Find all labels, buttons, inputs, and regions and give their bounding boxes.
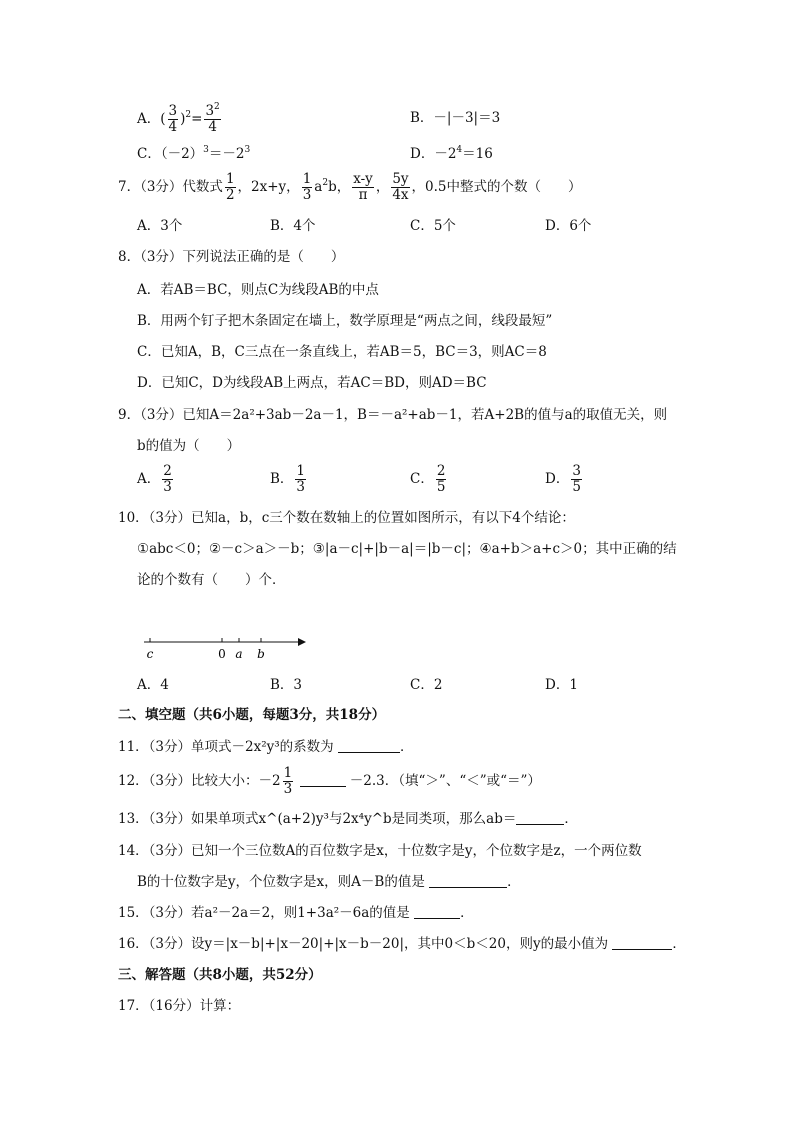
question-14-line1: 14．（3分）已知一个三位数A的百位数字是x，十位数字是y，个位数字是z，一个两位数 [118, 843, 642, 859]
label-b: b [257, 647, 265, 661]
q14-blank[interactable] [429, 874, 507, 888]
q8-option-d: D．已知C，D为线段AB上两点，若AC＝BD，则AD＝BC [137, 375, 487, 391]
number-line-figure [140, 632, 310, 664]
q8-option-c: C．已知A，B，C三点在一条直线上，若AB＝5，BC＝3，则AC＝8 [137, 344, 547, 360]
q15-blank[interactable] [414, 905, 460, 919]
question-8: 8．（3分）下列说法正确的是（ ） [118, 249, 345, 265]
q7-option-a: A．3个 [137, 218, 183, 234]
section-3-heading: 三、解答题（共8小题，共52分） [118, 967, 322, 983]
q11-blank[interactable] [338, 739, 400, 753]
q13-blank[interactable] [516, 811, 564, 825]
q10-option-b: B．3 [270, 677, 303, 693]
question-9-line2: b的值为（ ） [137, 438, 241, 454]
q10-option-d: D．1 [545, 677, 578, 693]
q6-option-a: A．( $\frac{3}{4}$ )$^2$= $\frac{3^2}{4}$ [137, 102, 220, 135]
q8-option-a: A．若AB＝BC，则点C为线段AB的中点 [137, 282, 379, 298]
q10-option-c: C．2 [410, 677, 443, 693]
q12-blank[interactable] [300, 773, 346, 787]
question-10-line1: 10．（3分）已知a，b，c三个数在数轴上的位置如图所示，有以下4个结论： [118, 510, 575, 526]
q7-option-b: B．4个 [270, 218, 316, 234]
label-a: a [235, 647, 243, 661]
question-16: 16．（3分）设y＝|x－b|+|x－20|+|x－b－20|，其中0＜b＜20，则y的最小值为 ． [118, 936, 686, 952]
question-13: 13．（3分）如果单项式x^(a+2)y³与2x⁴y^b是同类项，那么ab＝ ． [118, 811, 578, 827]
question-9-line1: 9．（3分）已知A＝2a²+3ab－2a－1，B＝－a²+ab－1，若A+2B的值与a的取值无关，则 [118, 407, 668, 423]
q9-option-a: A． $\frac{2}{3}$ [137, 463, 172, 495]
q16-blank[interactable] [612, 936, 672, 950]
q7-option-d: D．6个 [545, 218, 592, 234]
q6-option-b: B．－|－3|＝3 [410, 110, 501, 126]
question-17: 17．（16分）计算： [118, 998, 241, 1014]
question-15: 15．（3分）若a²－2a＝2，则1+3a²－6a的值是 ． [118, 905, 474, 921]
q8-option-b: B．用两个钉子把木条固定在墙上，数学原理是“两点之间，线段最短” [137, 313, 553, 329]
label-0: 0 [218, 647, 226, 661]
q9-option-c: C． $\frac{2}{5}$ [410, 463, 446, 495]
label-c: c [146, 647, 154, 661]
q9-option-d: D． $\frac{3}{5}$ [545, 463, 581, 495]
question-7: 7．（3分）代数式 $\frac{1}{2}$ ，2x+y， $\frac{1}{3}$ $a^2b$， $\frac{x-y}{\pi}$ ， $\frac{5y}{4x}$ ，0.5中整式的个数（ ） [118, 171, 582, 203]
question-12: 12．（3分）比较大小：－2 $\frac{1}{3}$ －2.3．（填“＞”、“＜”或“＝”） [118, 765, 541, 797]
section-2-heading: 二、填空题（共6小题，每题3分，共18分） [118, 707, 386, 723]
question-10-line3: 论的个数有（ ）个． [137, 572, 286, 588]
question-11: 11．（3分）单项式－2x²y³的系数为 ． [118, 739, 414, 755]
question-14-line2: B的十位数字是y，个位数字是x，则A－B的值是 ． [137, 874, 521, 890]
q9-option-b: B． $\frac{1}{3}$ [270, 463, 306, 495]
q6-option-c: C．$(-2)^3=-2^3$ [137, 145, 251, 162]
q7-option-c: C．5个 [410, 218, 456, 234]
q10-option-a: A．4 [137, 677, 169, 693]
number-line-arrow [298, 638, 306, 646]
q6-option-d: D．$-2^4=16$ [410, 145, 493, 162]
question-10-line2: ①abc＜0；②－c＞a＞－b；③|a－c|+|b－a|＝|b－c|；④a+b＞a+c＞0；其中正确的结 [137, 541, 677, 557]
